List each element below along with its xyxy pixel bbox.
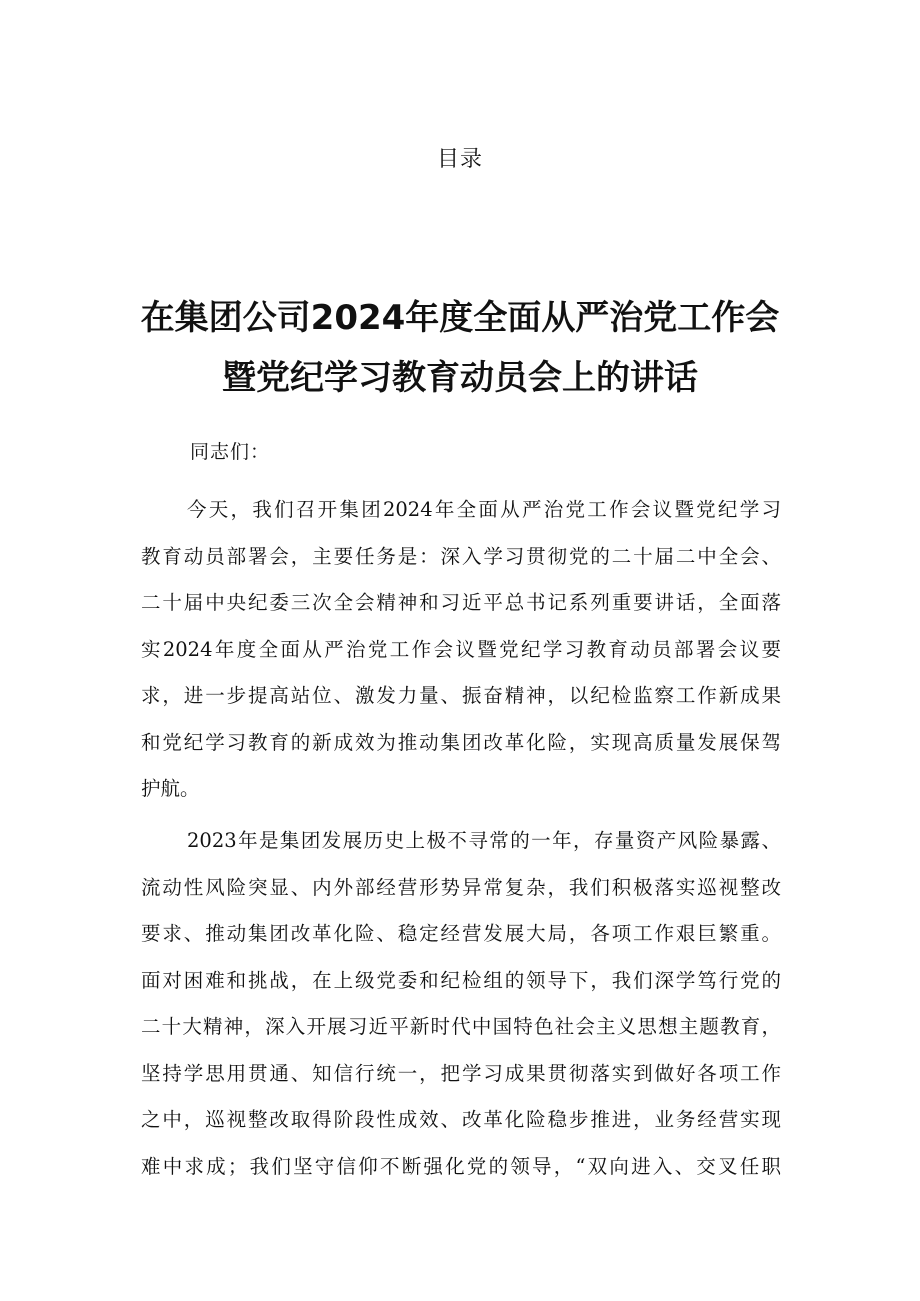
paragraph-line: 之中，巡视整改取得阶段性成效、改革化险稳步推进，业务经营实现 bbox=[141, 1108, 781, 1131]
paragraph-line: 2023年是集团发展历史上极不寻常的一年，存量资产风险暴露、 bbox=[187, 829, 781, 852]
paragraph-line: 求，进一步提高站位、激发力量、振奋精神，以纪检监察工作新成果 bbox=[141, 684, 781, 707]
paragraph-line: 面对困难和挑战，在上级党委和纪检组的领导下，我们深学笃行党的 bbox=[141, 968, 781, 992]
paragraph-line: 难中求成；我们坚守信仰不断强化党的领导，“双向进入、交叉任职 bbox=[141, 1154, 781, 1178]
paragraph-line: 二十大精神，深入开展习近平新时代中国特色社会主义思想主题教育， bbox=[141, 1015, 781, 1038]
paragraph-line: 护航。 bbox=[141, 777, 200, 800]
paragraph-line: 流动性风险突显、内外部经营形势异常复杂，我们积极落实巡视整改 bbox=[141, 875, 781, 899]
document-title-line-2: 暨党纪学习教育动员会上的讲话 bbox=[222, 358, 698, 398]
salutation: 同志们： bbox=[190, 441, 271, 463]
document-title-line-1: 在集团公司2024年度全面从严治党工作会 bbox=[140, 298, 780, 338]
paragraph-line: 二十届中央纪委三次全会精神和习近平总书记系列重要讲话，全面落 bbox=[141, 591, 781, 614]
toc-heading: 目录 bbox=[436, 147, 483, 172]
paragraph-1 bbox=[141, 487, 781, 813]
paragraph-line: 今天，我们召开集团2024年全面从严治党工作会议暨党纪学习 bbox=[187, 498, 781, 521]
paragraph-line: 教育动员部署会，主要任务是：深入学习贯彻党的二十届二中全会、 bbox=[141, 544, 781, 568]
paragraph-line: 要求、推动集团改革化险、稳定经营发展大局，各项工作艰巨繁重。 bbox=[141, 922, 781, 945]
paragraph-line: 实2024年度全面从严治党工作会议暨党纪学习教育动员部署会议要 bbox=[141, 637, 781, 661]
paragraph-2 bbox=[141, 818, 781, 1190]
paragraph-line: 和党纪学习教育的新成效为推动集团改革化险，实现高质量发展保驾 bbox=[141, 730, 781, 754]
paragraph-line: 坚持学思用贯通、知信行统一，把学习成果贯彻落实到做好各项工作 bbox=[141, 1061, 781, 1085]
